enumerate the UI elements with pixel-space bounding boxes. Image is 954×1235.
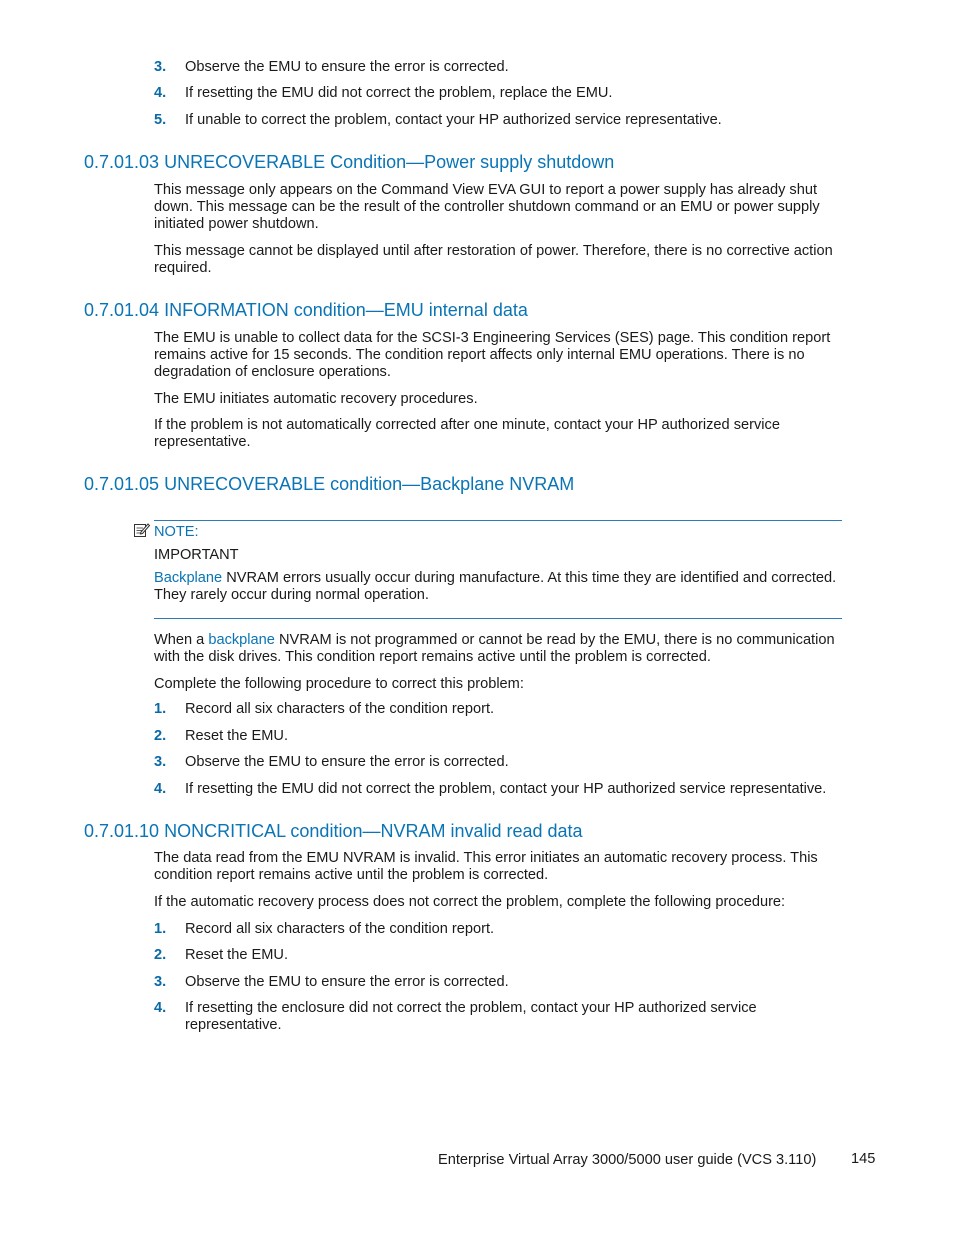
step-number: 5. [154, 112, 167, 128]
paragraph: If the automatic recovery process does not correct the problem, complete the following procedure: [154, 894, 786, 910]
note-text [154, 570, 854, 604]
paragraph-text: NVRAM is not programmed or cannot be read by the EMU, there is no communication with the disk drives. This condition report remains active until the problem is corrected. [154, 632, 835, 665]
backplane-link[interactable]: backplane [208, 632, 275, 648]
step-text: Observe the EMU to ensure the error is corrected. [185, 754, 509, 770]
paragraph: If the problem is not automatically corrected after one minute, contact your HP authorized service representative. [154, 417, 780, 450]
step-number: 1. [154, 701, 167, 717]
step-text: Observe the EMU to ensure the error is corrected. [185, 59, 509, 75]
paragraph: The EMU initiates automatic recovery procedures. [154, 391, 478, 407]
step-text: If resetting the enclosure did not correct the problem, contact your HP authorized service representative. [185, 1000, 757, 1033]
note-important: IMPORTANT [154, 547, 239, 563]
note-label: NOTE: [154, 524, 199, 540]
step-number: 4. [154, 85, 167, 101]
note-bottom-rule [154, 618, 842, 619]
section-heading: 0.7.01.05 UNRECOVERABLE condition—Backplane NVRAM [84, 474, 575, 494]
paragraph [154, 632, 854, 666]
footer-guide-title: Enterprise Virtual Array 3000/5000 user guide (VCS 3.110) [438, 1152, 817, 1168]
page-number: 145 [851, 1151, 876, 1167]
step-number: 3. [154, 59, 167, 75]
note-body: NVRAM errors usually occur during manufacture. At this time they are identified and corrected. They rarely occur during normal operation. [154, 570, 837, 603]
step-number: 4. [154, 781, 167, 797]
paragraph: The data read from the EMU NVRAM is invalid. This error initiates an automatic recovery process. This condition report remains active until the problem is corrected. [154, 850, 818, 883]
paragraph: Complete the following procedure to correct this problem: [154, 676, 524, 692]
step-text: If unable to correct the problem, contact your HP authorized service representative. [185, 112, 722, 128]
step-number: 3. [154, 754, 167, 770]
step-text: Reset the EMU. [185, 728, 289, 744]
paragraph: This message cannot be displayed until after restoration of power. Therefore, there is no corrective action required. [154, 243, 833, 276]
step-text: Record all six characters of the condition report. [185, 921, 495, 937]
paragraph: The EMU is unable to collect data for the SCSI-3 Engineering Services (SES) page. This condition report remains active for 15 seconds. The condition report affects only internal EMU operations. There is no degradation of enclosure operations. [154, 330, 831, 380]
backplane-link[interactable]: Backplane [154, 570, 223, 586]
step-text: Observe the EMU to ensure the error is corrected. [185, 974, 509, 990]
section-heading: 0.7.01.10 NONCRITICAL condition—NVRAM invalid read data [84, 821, 583, 841]
step-number: 3. [154, 974, 167, 990]
section-heading: 0.7.01.04 INFORMATION condition—EMU internal data [84, 300, 528, 320]
step-text: If resetting the EMU did not correct the problem, contact your HP authorized service representative. [185, 781, 827, 797]
step-text: If resetting the EMU did not correct the problem, replace the EMU. [185, 85, 613, 101]
step-number: 2. [154, 728, 167, 744]
paragraph: This message only appears on the Command View EVA GUI to report a power supply has already shut down. This message can be the result of the controller shutdown command or an EMU or power supply initiated power shutdown. [154, 182, 820, 232]
step-number: 4. [154, 1000, 167, 1016]
step-text: Reset the EMU. [185, 947, 289, 963]
step-number: 1. [154, 921, 167, 937]
step-text: Record all six characters of the condition report. [185, 701, 495, 717]
note-icon [133, 521, 151, 539]
section-heading: 0.7.01.03 UNRECOVERABLE Condition—Power supply shutdown [84, 152, 615, 172]
note-top-rule [154, 520, 842, 521]
step-number: 2. [154, 947, 167, 963]
paragraph-text: When a [154, 632, 209, 648]
